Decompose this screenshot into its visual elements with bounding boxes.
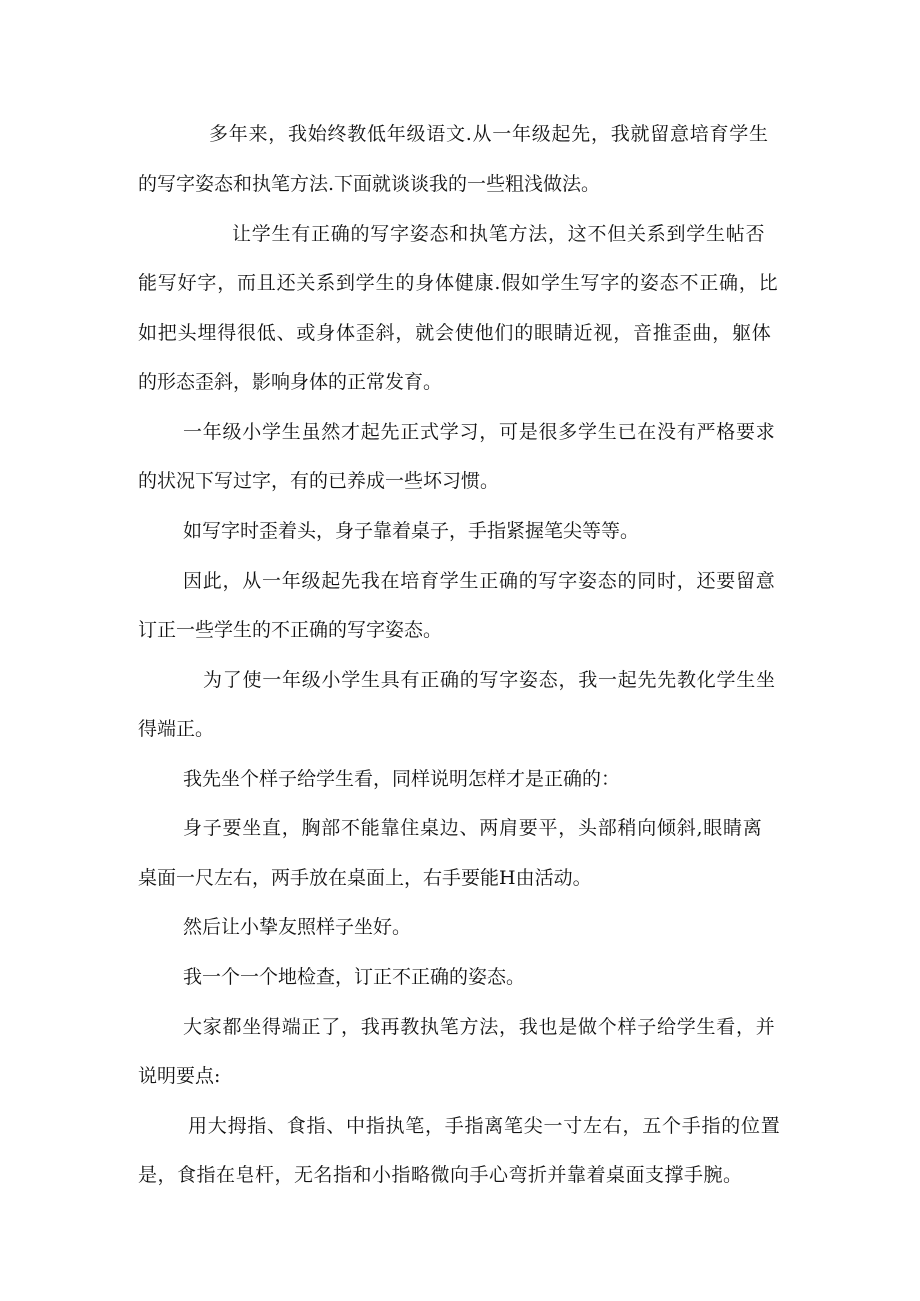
paragraph-2-line-3: 如把头埋得很低、或身体歪斜，就会使他们的眼睛近视，音推歪曲，躯体 [138, 322, 772, 344]
paragraph-11-line-1: 大家都坐得端正了，我再教执笔方法，我也是做个样子给学生看，并 [183, 1016, 776, 1038]
paragraph-12-line-2: 是，食指在皂杆，无名指和小指略微向手心弯折并靠着桌面支撑手腕。 [138, 1164, 743, 1186]
paragraph-12-line-1: 用大拇指、食指、中指执笔，手指离笔尖一寸左右，五个手指的位置 [188, 1115, 781, 1137]
paragraph-2-line-2: 能写好字，而且还关系到学生的身体健康.假如学生写字的姿态不正确，比 [138, 272, 779, 294]
paragraph-1-line-1: 多年来，我始终教低年级语文.从一年级起先，我就留意培育学生 [209, 123, 769, 145]
paragraph-2-line-4: 的形态歪斜，影响身体的正常发育。 [138, 371, 443, 393]
paragraph-3-line-1: 一年级小学生虽然才起先正式学习，可是很多学生已在没有严格要求 [183, 421, 776, 443]
paragraph-8-line-2: 桌面一尺左右，两手放在桌面上，右手要能H由活动。 [138, 867, 592, 889]
paragraph-4-line-1: 如写字时歪着头，身子靠着桌子，手指紧握笔尖等等。 [183, 520, 640, 542]
paragraph-1-line-2: 的写字姿态和执笔方法.下面就谈谈我的一些粗浅做法。 [138, 173, 601, 195]
paragraph-8-line-1: 身子要坐直，胸部不能靠住桌边、两肩要平，头部稍向倾斜,眼睛离 [183, 817, 763, 839]
paragraph-2-line-1: 让学生有正确的写字姿态和执笔方法，这不但关系到学生帖否 [232, 223, 766, 245]
paragraph-5-line-2: 订正一些学生的不正确的写字姿态。 [138, 619, 443, 641]
paragraph-10-line-1: 我一个一个地检查，订正不正确的姿态。 [183, 966, 526, 988]
paragraph-5-line-1: 因此，从一年级起先我在培育学生正确的写字姿态的同时，还要留意 [183, 570, 776, 592]
paragraph-9-line-1: 然后让小挚友照样子坐好。 [183, 916, 412, 938]
paragraph-3-line-2: 的状况下写过字，有的已养成一些坏习惯。 [138, 470, 500, 492]
paragraph-11-line-2: 说明要点: [138, 1065, 221, 1087]
paragraph-6-line-1: 为了使一年级小学生具有正确的写字姿态，我一起先先教化学生坐 [203, 669, 776, 691]
paragraph-7-line-1: 我先坐个样子给学生看，同样说明怎样才是正确的： [183, 768, 621, 790]
paragraph-6-line-2: 得端正。 [138, 718, 215, 740]
